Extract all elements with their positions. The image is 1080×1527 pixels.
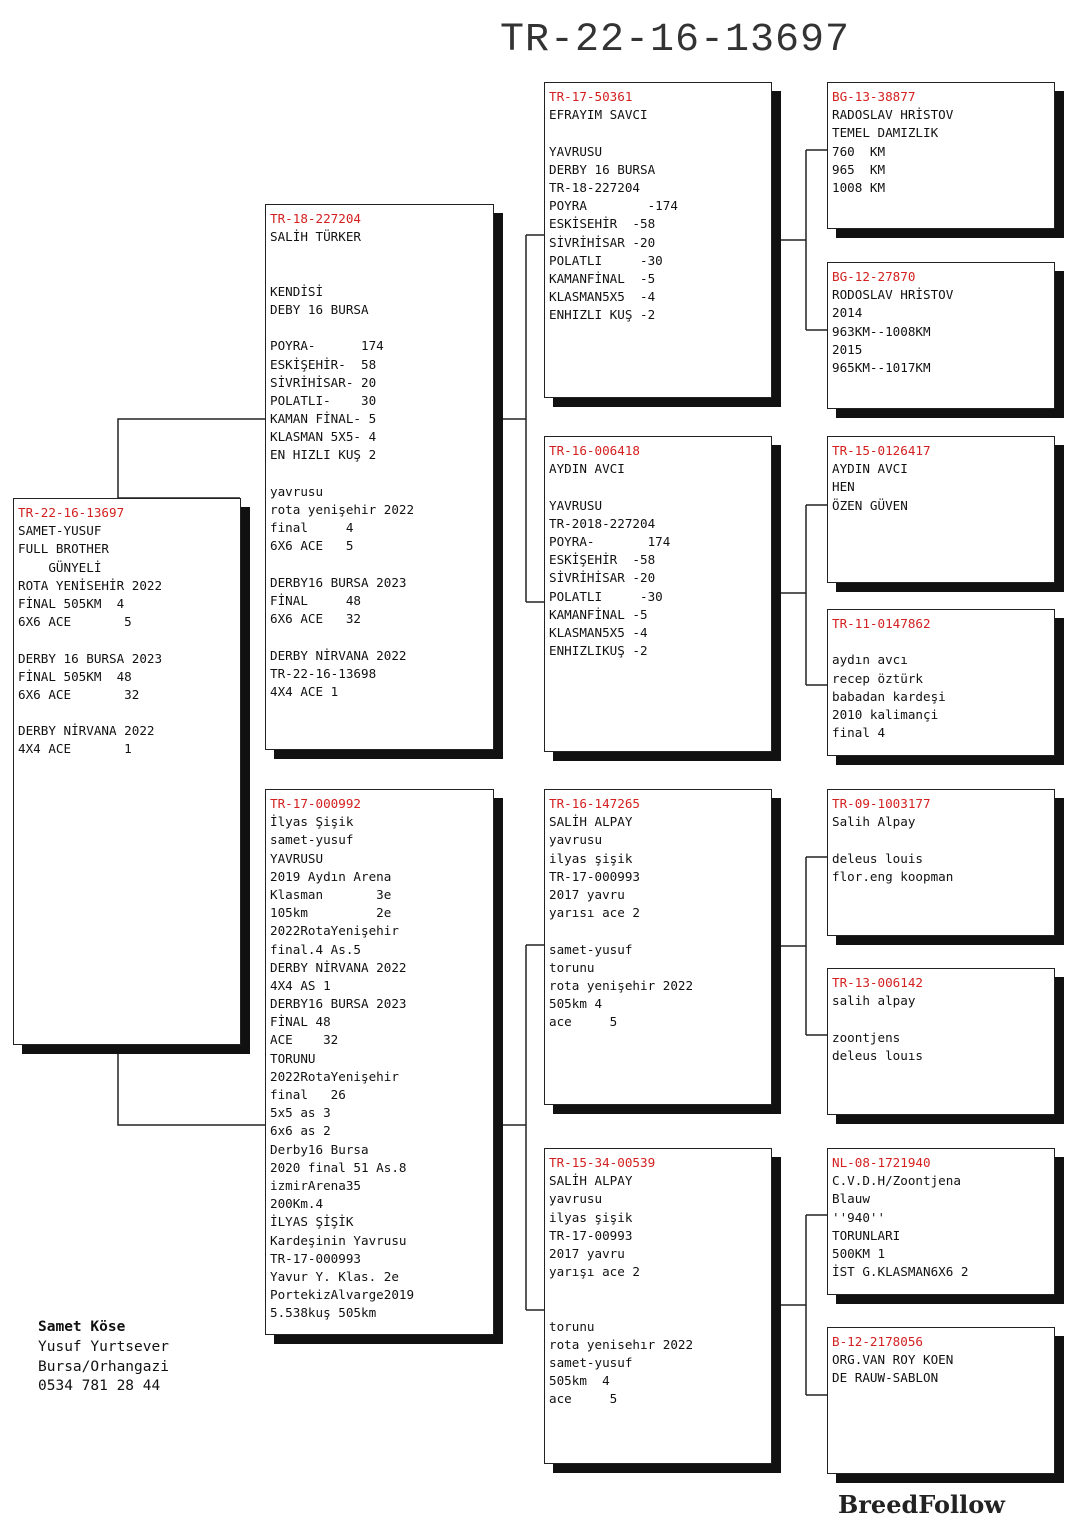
box-text-line: [832, 831, 1051, 849]
box-text-line: deleus louıs: [832, 1047, 923, 1063]
pedigree-box-dds: [827, 1148, 1055, 1295]
box-text-line: PortekizAlvarge2019: [270, 1287, 415, 1303]
box-text-line: FİNAL 48: [270, 592, 361, 608]
box-text-line: yavrusu: [270, 483, 324, 499]
box-text-line: samet-yusuf: [549, 1355, 633, 1371]
box-text-line: final 26: [270, 1087, 346, 1102]
ring-number: TR-15-0126417: [832, 443, 931, 458]
box-text-line: RODOSLAV HRİSTOV: [832, 287, 954, 303]
box-text-line: final.4 As.5: [270, 941, 361, 957]
box-text-line: FİNAL 505KM 4: [18, 595, 125, 611]
box-text-line: KAMAN FİNAL- 5: [270, 411, 377, 427]
box-text-line: Yavur Y. Klas. 2e: [270, 1268, 399, 1284]
owner-partner: Yusuf Yurtsever: [38, 1338, 169, 1355]
box-text-line: EFRAYIM SAVCI: [549, 107, 648, 123]
box-text-line: rota yenisehır 2022: [549, 1336, 694, 1352]
box-text-line: torunu: [549, 1318, 595, 1334]
box-text-line: İLYAS ŞİŞİK: [270, 1214, 354, 1230]
box-text-line: DERBY NİRVANA 2022: [270, 647, 407, 663]
box-text-line: 4X4 AS 1: [270, 977, 331, 993]
box-text-line: 965 KM: [832, 161, 886, 177]
owner-phone: 0534 781 28 44: [38, 1378, 161, 1395]
box-text-line: 965KM--1017KM: [832, 359, 931, 375]
box-text-line: 6X6 ACE 32: [18, 686, 140, 702]
ring-number: TR-17-000992: [270, 796, 361, 811]
box-text-line: yavrusu: [549, 832, 603, 848]
box-text-line: torunu: [549, 959, 595, 975]
box-text-line: [832, 633, 1051, 651]
box-text-line: İlyas Şişik: [270, 814, 354, 830]
box-text-line: KLASMAN5X5 -4: [549, 624, 648, 640]
box-text-line: KLASMAN 5X5- 4: [270, 429, 377, 445]
ring-number: TR-13-006142: [832, 975, 923, 990]
box-text-line: TEMEL DAMIZLIK: [832, 125, 939, 141]
box-text-line: DERBY NİRVANA 2022: [18, 723, 155, 739]
box-text-line: flor.eng koopman: [832, 868, 954, 884]
box-text-line: 5x5 as 3: [270, 1105, 331, 1121]
box-text-line: KAMANFİNAL -5: [549, 270, 656, 286]
box-text-line: ESKİŞEHİR -58: [549, 552, 656, 568]
box-text-line: SİVRİHİSAR -20: [549, 570, 656, 586]
box-text-line: 505km 4: [549, 996, 603, 1012]
box-text-line: TR-2018-227204: [549, 515, 656, 531]
box-text-line: [549, 1281, 768, 1299]
box-text-line: Salih Alpay: [832, 814, 916, 830]
pedigree-box-sire: [265, 204, 494, 750]
box-text-line: HEN: [832, 479, 855, 495]
box-text-line: [18, 704, 237, 722]
box-text-line: TR-18-227204: [549, 179, 640, 195]
box-text-line: POLATLI -30: [549, 252, 663, 268]
box-text-line: ace 5: [549, 1391, 618, 1407]
box-text-line: izmirArena35: [270, 1177, 361, 1193]
box-text-line: SİVRİHİSAR- 20: [270, 374, 377, 390]
box-text-line: DEBY 16 BURSA: [270, 301, 369, 317]
box-text-line: ROTA YENİSEHİR 2022: [18, 577, 163, 593]
box-text-line: KENDİSİ: [270, 283, 324, 299]
box-text-line: [549, 124, 768, 142]
box-text-line: 2022RotaYenişehir: [270, 923, 399, 939]
owner-location: Bursa/Orhangazi: [38, 1358, 169, 1375]
box-text-line: ENHIZLI KUŞ -2: [549, 307, 656, 323]
ring-number: TR-22-16-13697: [18, 505, 125, 520]
pedigree-box-dsd: [827, 968, 1055, 1115]
box-text-line: POYRA- 174: [270, 338, 384, 354]
box-text-line: YAVRUSU: [270, 850, 324, 866]
box-text-line: final 4: [832, 725, 886, 741]
ring-number: TR-16-147265: [549, 796, 640, 811]
box-text-line: [18, 631, 237, 649]
box-text-line: 2017 yavru: [549, 886, 625, 902]
box-text-line: TR-17-00993: [549, 1227, 633, 1243]
box-text-line: 6X6 ACE 5: [18, 614, 132, 630]
ring-number: TR-09-1003177: [832, 796, 931, 811]
box-text-line: DERBY 16 BURSA 2023: [18, 650, 163, 666]
box-text-line: FİNAL 505KM 48: [18, 668, 132, 684]
box-text-line: recep öztürk: [832, 670, 923, 686]
box-text-line: TORUNU: [270, 1050, 316, 1066]
owner-info: [38, 1318, 169, 1397]
box-text-line: C.V.D.H/Zoontjena: [832, 1173, 961, 1189]
box-text-line: POYRA- 174: [549, 533, 671, 549]
box-text-line: 2010 kalimançi: [832, 706, 939, 722]
box-text-line: [270, 628, 490, 646]
box-text-line: [832, 1010, 1051, 1028]
pedigree-box-dss: [827, 789, 1055, 936]
box-text-line: DERBY 16 BURSA: [549, 161, 656, 177]
box-text-line: ENHIZLIKUŞ -2: [549, 643, 648, 659]
pedigree-box-ssd: [827, 262, 1055, 409]
box-text-line: DE RAUW-SABLON: [832, 1370, 939, 1386]
box-text-line: 2014: [832, 305, 863, 321]
page-title: TR-22-16-13697: [500, 18, 851, 63]
box-text-line: ORG.VAN ROY KOEN: [832, 1352, 954, 1368]
box-text-line: SALİH ALPAY: [549, 1173, 633, 1189]
box-text-line: deleus louis: [832, 850, 923, 866]
box-text-line: 963KM--1008KM: [832, 323, 931, 339]
box-text-line: yavrusu: [549, 1191, 603, 1207]
box-text-line: Blauw: [832, 1191, 870, 1207]
box-text-line: ESKİSEHİR -58: [549, 216, 656, 232]
pedigree-box-dam-sire: [544, 789, 772, 1105]
ring-number: TR-18-227204: [270, 211, 361, 226]
box-text-line: TR-22-16-13698: [270, 665, 377, 681]
box-text-line: 500KM 1: [832, 1245, 886, 1261]
box-text-line: 200Km.4: [270, 1196, 324, 1212]
box-text-line: babadan kardeşi: [832, 688, 946, 704]
box-text-line: samet-yusuf: [270, 832, 354, 848]
pedigree-box-subject: [13, 498, 241, 1045]
box-text-line: FİNAL 48: [270, 1014, 331, 1030]
box-text-line: rota yenişehir 2022: [549, 977, 694, 993]
box-text-line: [549, 478, 768, 496]
ring-number: TR-15-34-00539: [549, 1155, 656, 1170]
box-text-line: 2020 final 51 As.8: [270, 1159, 407, 1175]
pedigree-box-sss: [827, 82, 1055, 229]
pedigree-box-dam-dam: [544, 1148, 772, 1464]
owner-name: Samet Köse: [38, 1319, 126, 1335]
box-text-line: [270, 265, 490, 283]
brand-logo: BreedFollow: [838, 1490, 1005, 1519]
box-text-line: KAMANFİNAL -5: [549, 606, 648, 622]
box-text-line: 505km 4: [549, 1373, 610, 1389]
box-text-line: 6X6 ACE 32: [270, 611, 361, 627]
box-text-line: ''940'': [832, 1209, 886, 1225]
box-text-line: [549, 922, 768, 940]
box-text-line: 4X4 ACE 1: [270, 683, 339, 699]
ring-number: BG-13-38877: [832, 89, 916, 104]
box-text-line: rota yenişehir 2022: [270, 502, 415, 517]
box-text-line: 2017 yavru: [549, 1245, 625, 1261]
box-text-line: 2019 Aydın Arena: [270, 868, 392, 884]
box-text-line: ilyas şişik: [549, 850, 633, 866]
ring-number: BG-12-27870: [832, 269, 916, 284]
box-text-line: 1008 KM: [832, 179, 886, 195]
box-text-line: YAVRUSU: [549, 497, 603, 513]
box-text-line: GÜNYELİ: [18, 559, 102, 575]
box-text-line: ace 5: [549, 1014, 618, 1030]
box-text-line: 2022RotaYenişehir: [270, 1068, 399, 1084]
pedigree-box-sds: [827, 436, 1055, 583]
box-text-line: POLATLI- 30: [270, 392, 377, 408]
box-text-line: aydın avcı: [832, 652, 908, 668]
ring-number: B-12-2178056: [832, 1334, 923, 1349]
pedigree-box-ddd: [827, 1327, 1055, 1474]
box-text-line: 6x6 as 2: [270, 1123, 331, 1139]
pedigree-box-dam: [265, 789, 494, 1335]
box-text-line: DERBY NİRVANA 2022: [270, 959, 407, 975]
box-text-line: ESKİŞEHİR- 58: [270, 356, 377, 372]
box-text-line: ilyas şişik: [549, 1209, 633, 1225]
box-text-line: DERBY16 BURSA 2023: [270, 574, 407, 590]
box-text-line: 2015: [832, 341, 863, 357]
box-text-line: 105km 2e: [270, 905, 392, 921]
box-text-line: SİVRİHİSAR -20: [549, 234, 656, 250]
box-text-line: AYDIN AVCI: [549, 461, 625, 477]
box-text-line: ACE 32: [270, 1032, 339, 1048]
box-text-line: SAMET-YUSUF: [18, 523, 102, 539]
ring-number: NL-08-1721940: [832, 1155, 931, 1170]
box-text-line: EN HIZLI KUŞ 2: [270, 447, 377, 463]
box-text-line: yarısı ace 2: [549, 905, 640, 921]
box-text-line: zoontjens: [832, 1029, 901, 1045]
box-text-line: TR-17-000993: [270, 1250, 361, 1266]
box-text-line: [270, 319, 490, 337]
box-text-line: [549, 1300, 768, 1318]
box-text-line: DERBY16 BURSA 2023: [270, 996, 407, 1012]
box-text-line: 760 KM: [832, 143, 886, 159]
box-text-line: Kardeşinin Yavrusu: [270, 1232, 407, 1248]
pedigree-box-sdd: [827, 609, 1055, 756]
box-text-line: TORUNLARI: [832, 1227, 901, 1243]
box-text-line: [270, 465, 490, 483]
ring-number: TR-11-0147862: [832, 616, 931, 631]
box-text-line: [270, 246, 490, 264]
box-text-line: 6X6 ACE 5: [270, 538, 354, 554]
box-text-line: Derby16 Bursa: [270, 1141, 369, 1157]
box-text-line: POLATLI -30: [549, 588, 663, 604]
box-text-line: yarışı ace 2: [549, 1264, 640, 1280]
box-text-line: AYDIN AVCI: [832, 461, 908, 477]
box-text-line: SALİH TÜRKER: [270, 229, 361, 245]
box-text-line: salih alpay: [832, 993, 916, 1009]
ring-number: TR-17-50361: [549, 89, 633, 104]
box-text-line: POYRA -174: [549, 198, 678, 214]
box-text-line: final 4: [270, 520, 354, 536]
pedigree-box-sire-sire: [544, 82, 772, 398]
box-text-line: samet-yusuf: [549, 941, 633, 957]
box-text-line: KLASMAN5X5 -4: [549, 289, 656, 305]
box-text-line: 5.538kuş 505km: [270, 1305, 377, 1321]
box-text-line: FULL BROTHER: [18, 541, 109, 557]
box-text-line: 4X4 ACE 1: [18, 741, 132, 757]
box-text-line: TR-17-000993: [549, 868, 640, 884]
pedigree-box-sire-dam: [544, 436, 772, 752]
box-text-line: YAVRUSU: [549, 143, 603, 159]
box-text-line: [270, 556, 490, 574]
ring-number: TR-16-006418: [549, 443, 640, 458]
box-text-line: RADOSLAV HRİSTOV: [832, 107, 954, 123]
box-text-line: İST G.KLASMAN6X6 2: [832, 1264, 969, 1280]
box-text-line: Klasman 3e: [270, 886, 392, 902]
box-text-line: ÖZEN GÜVEN: [832, 497, 908, 513]
box-text-line: SALİH ALPAY: [549, 814, 633, 830]
